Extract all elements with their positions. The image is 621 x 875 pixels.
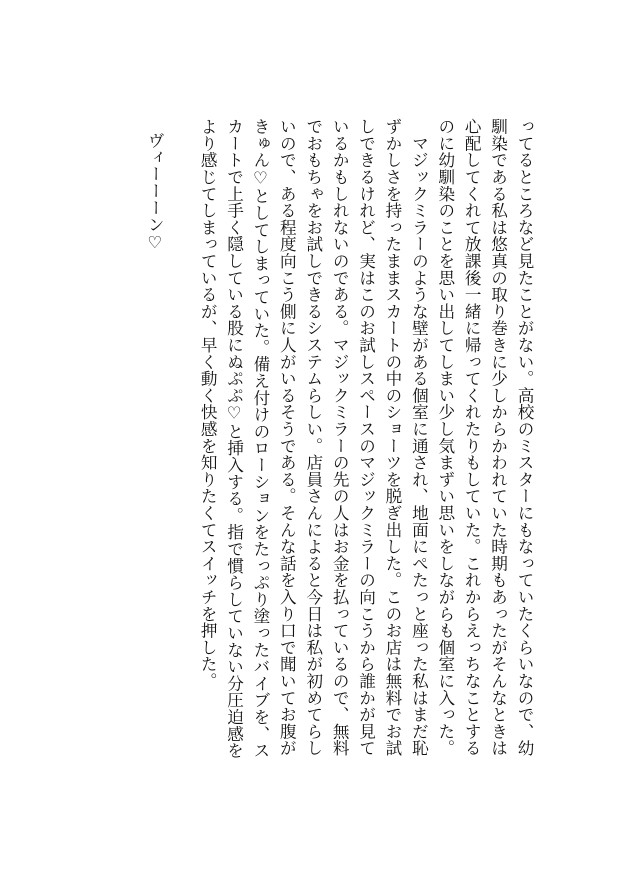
text-column: ってるところなど見たことがない。高校のミスターにもなっていたくらいなので、幼 bbox=[515, 118, 534, 757]
text-column: 心配してくれて放課後一緒に帰ってくれたりもしていた。これからえっちなことする bbox=[462, 118, 482, 757]
text-column: いので、ある程度向こう側に人がいるそうである。そんな話を入り口で聞いてお腹が bbox=[277, 118, 297, 757]
text-column: カートで上手く隠している股にぬぷぷ♡と挿入する。指で慣らしていない分圧迫感を bbox=[224, 118, 244, 759]
sound-effect: ヴィーーーン♡ bbox=[145, 132, 165, 252]
text-column: ずかしさを持ったままスカートの中のショーツを脱ぎ出した。このお店は無料でお試 bbox=[382, 118, 402, 757]
text-column: のに幼馴染のことを思い出してしまい少し気まずい思いをしながらも個室に入った。 bbox=[435, 118, 455, 757]
text-column: より感じてしまっているが、早く動く快感を知りたくてスイッチを押した。 bbox=[198, 118, 218, 690]
text-column: マジックミラーのような壁がある個室に通され、地面にぺたっと座った私はまだ恥 bbox=[409, 118, 429, 757]
text-column: いるかもしれないのである。マジックミラーの先の人はお金を払っているので、無料 bbox=[330, 118, 350, 757]
text-column: きゅん♡としてしまっていた。備え付けのローションをたっぷり塗ったバイブを、ス bbox=[250, 118, 270, 759]
blank-column bbox=[167, 118, 193, 768]
text-column: 馴染である私は悠真の取り巻きに少しからかわれていた時期もあったがそんなときは bbox=[488, 118, 508, 757]
text-column: しできるけれど、実はこのお試しスペースのマジックミラーの向こうから誰かが見て bbox=[356, 118, 376, 757]
text-column: でおもちゃをお試しできるシステムらしい。店員さんによると今日は私が初めてらし bbox=[303, 118, 323, 757]
vertical-text-block bbox=[141, 118, 537, 768]
